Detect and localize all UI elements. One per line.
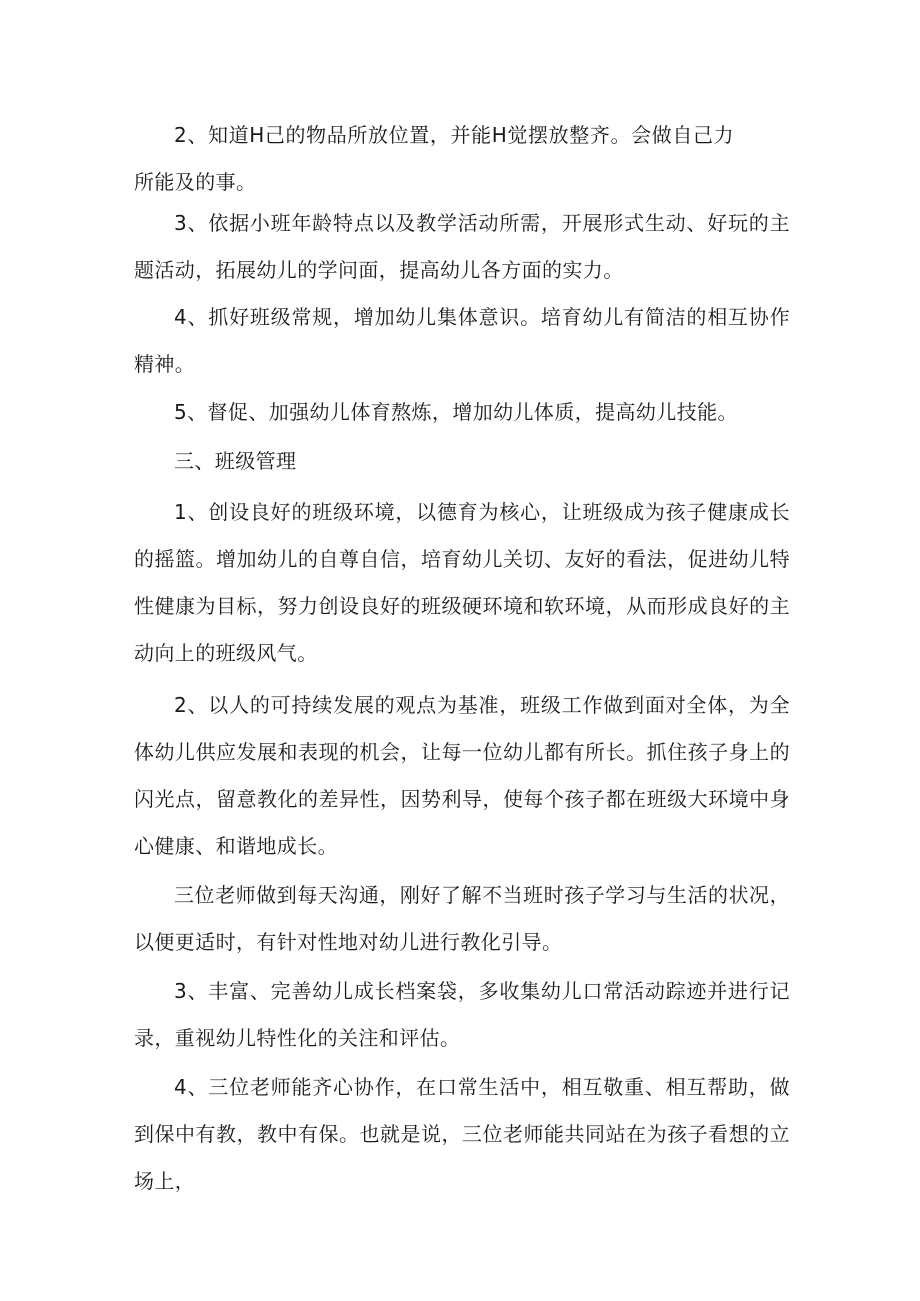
- paragraph-management-3: 3、丰富、完善幼儿成长档案袋，多收集幼儿口常活动踪迹并进行记录，重视幼儿特性化的关注和评估。: [134, 979, 790, 1050]
- paragraph-goal-4: 4、抓好班级常规，增加幼儿集体意识。培育幼儿有简洁的相互协作精神。: [134, 305, 790, 376]
- paragraph-management-1: 1、创设良好的班级环境，以德育为核心，让班级成为孩子健康成长的摇篮。增加幼儿的自尊自信，培育幼儿关切、友好的看法，促进幼儿特性健康为目标，努力创设良好的班级硬环境和软环境，从而形成良好的主动向上的班级风气。: [134, 500, 790, 665]
- paragraph-goal-5: 5、督促、加强幼儿体育熬炼，增加幼儿体质，提高幼儿技能。: [174, 400, 738, 424]
- paragraph-goal-3: 3、依据小班年龄特点以及教学活动所需，开展形式生动、好玩的主题活动，拓展幼儿的学问面，提高幼儿各方面的实力。: [134, 211, 790, 282]
- paragraph-management-2: 2、以人的可持续发展的观点为基准，班级工作做到面对全体，为全体幼儿供应发展和表现的机会，让每一位幼儿都有所长。抓住孩子身上的闪光点，留意教化的差异性，因势利导，使每个孩子都在班级大环境中身心健康、和谐地成长。: [134, 693, 790, 858]
- paragraph-teacher-communication: 三位老师做到每天沟通，刚好了解不当班时孩子学习与生活的状况，以便更适时，有针对性地对幼儿进行教化引导。: [134, 883, 790, 954]
- section-heading-class-management: 三、班级管理: [174, 449, 297, 473]
- paragraph-goal-2: 2、知道H己的物品所放位置，并能H觉摆放整齐。会做自己力所能及的事。: [134, 123, 734, 194]
- paragraph-management-4: 4、三位老师能齐心协作，在口常生活中，相互敬重、相互帮助，做到保中有教，教中有保。也就是说，三位老师能共同站在为孩子看想的立场上，: [134, 1075, 790, 1193]
